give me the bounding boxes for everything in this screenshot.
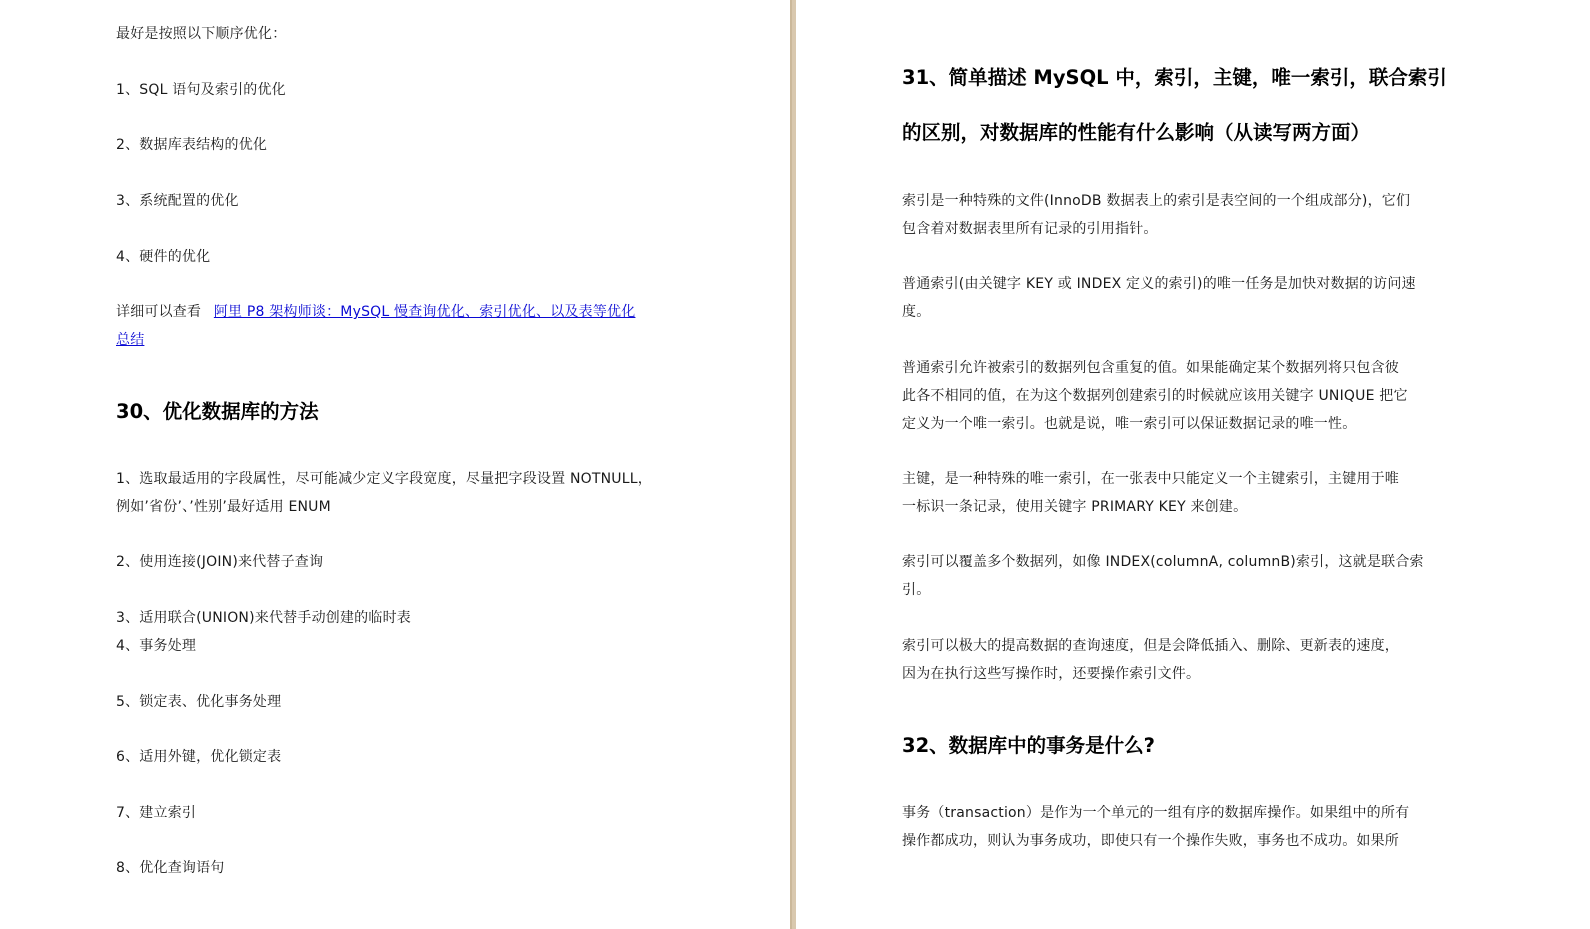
paragraph-line: 索引可以覆盖多个数据列，如像 INDEX(columnA, columnB)索引，这就是联合索 xyxy=(902,554,1424,570)
section-30-heading: 30、优化数据库的方法 xyxy=(116,400,319,423)
order-item: 2、数据库表结构的优化 xyxy=(116,137,268,153)
paragraph-line: 主键，是一种特殊的唯一索引，在一张表中只能定义一个主键索引，主键用于唯 xyxy=(902,471,1399,487)
method-item-continued: 例如’省份’、’性别’最好适用 ENUM xyxy=(116,499,331,515)
left-page xyxy=(0,0,790,929)
right-page xyxy=(796,0,1590,929)
section-32-heading: 32、数据库中的事务是什么? xyxy=(902,734,1155,757)
method-item: 2、使用连接(JOIN)来代替子查询 xyxy=(116,554,324,570)
method-item: 1、选取最适用的字段属性，尽可能减少定义字段宽度，尽量把字段设置 NOTNULL， xyxy=(116,471,652,487)
intro-text: 最好是按照以下顺序优化： xyxy=(116,26,287,42)
order-item: 3、系统配置的优化 xyxy=(116,193,239,209)
paragraph-line: 索引是一种特殊的文件(InnoDB 数据表上的索引是表空间的一个组成部分)，它们 xyxy=(902,193,1411,209)
paragraph-line: 度。 xyxy=(902,304,931,320)
paragraph-line: 事务（transaction）是作为一个单元的一组有序的数据库操作。如果组中的所有 xyxy=(902,805,1410,821)
method-item: 5、锁定表、优化事务处理 xyxy=(116,694,282,710)
paragraph-line: 普通索引允许被索引的数据列包含重复的值。如果能确定某个数据列将只包含彼 xyxy=(902,360,1399,376)
method-item: 8、优化查询语句 xyxy=(116,860,225,876)
article-link-continued[interactable]: 总结 xyxy=(116,332,145,348)
paragraph-line: 定义为一个唯一索引。也就是说，唯一索引可以保证数据记录的唯一性。 xyxy=(902,416,1357,432)
method-item: 6、适用外键，优化锁定表 xyxy=(116,749,282,765)
method-item: 4、事务处理 xyxy=(116,638,197,654)
method-item: 3、适用联合(UNION)来代替手动创建的临时表 xyxy=(116,610,411,626)
paragraph-line: 普通索引(由关键字 KEY 或 INDEX 定义的索引)的唯一任务是加快对数据的访问速 xyxy=(902,276,1416,292)
detail-line xyxy=(116,298,635,326)
order-item: 4、硬件的优化 xyxy=(116,249,211,265)
section-31-heading: 31、简单描述 MySQL 中，索引，主键，唯一索引，联合索引 xyxy=(902,66,1447,89)
paragraph-line: 引。 xyxy=(902,582,931,598)
paragraph-line: 一标识一条记录，使用关键字 PRIMARY KEY 来创建。 xyxy=(902,499,1248,515)
detail-prefix: 详细可以查看 xyxy=(116,304,202,320)
paragraph-line: 操作都成功，则认为事务成功，即使只有一个操作失败，事务也不成功。如果所 xyxy=(902,833,1399,849)
section-31-heading-continued: 的区别，对数据库的性能有什么影响（从读写两方面） xyxy=(902,121,1371,144)
paragraph-line: 包含着对数据表里所有记录的引用指针。 xyxy=(902,221,1158,237)
paragraph-line: 此各不相同的值，在为这个数据列创建索引的时候就应该用关键字 UNIQUE 把它 xyxy=(902,388,1408,404)
order-item: 1、SQL 语句及索引的优化 xyxy=(116,82,286,98)
paragraph-line: 因为在执行这些写操作时，还要操作索引文件。 xyxy=(902,666,1201,682)
article-link[interactable]: 阿里 P8 架构师谈：MySQL 慢查询优化、索引优化、以及表等优化 xyxy=(213,304,636,320)
paragraph-line: 索引可以极大的提高数据的查询速度，但是会降低插入、删除、更新表的速度， xyxy=(902,638,1399,654)
method-item: 7、建立索引 xyxy=(116,805,197,821)
